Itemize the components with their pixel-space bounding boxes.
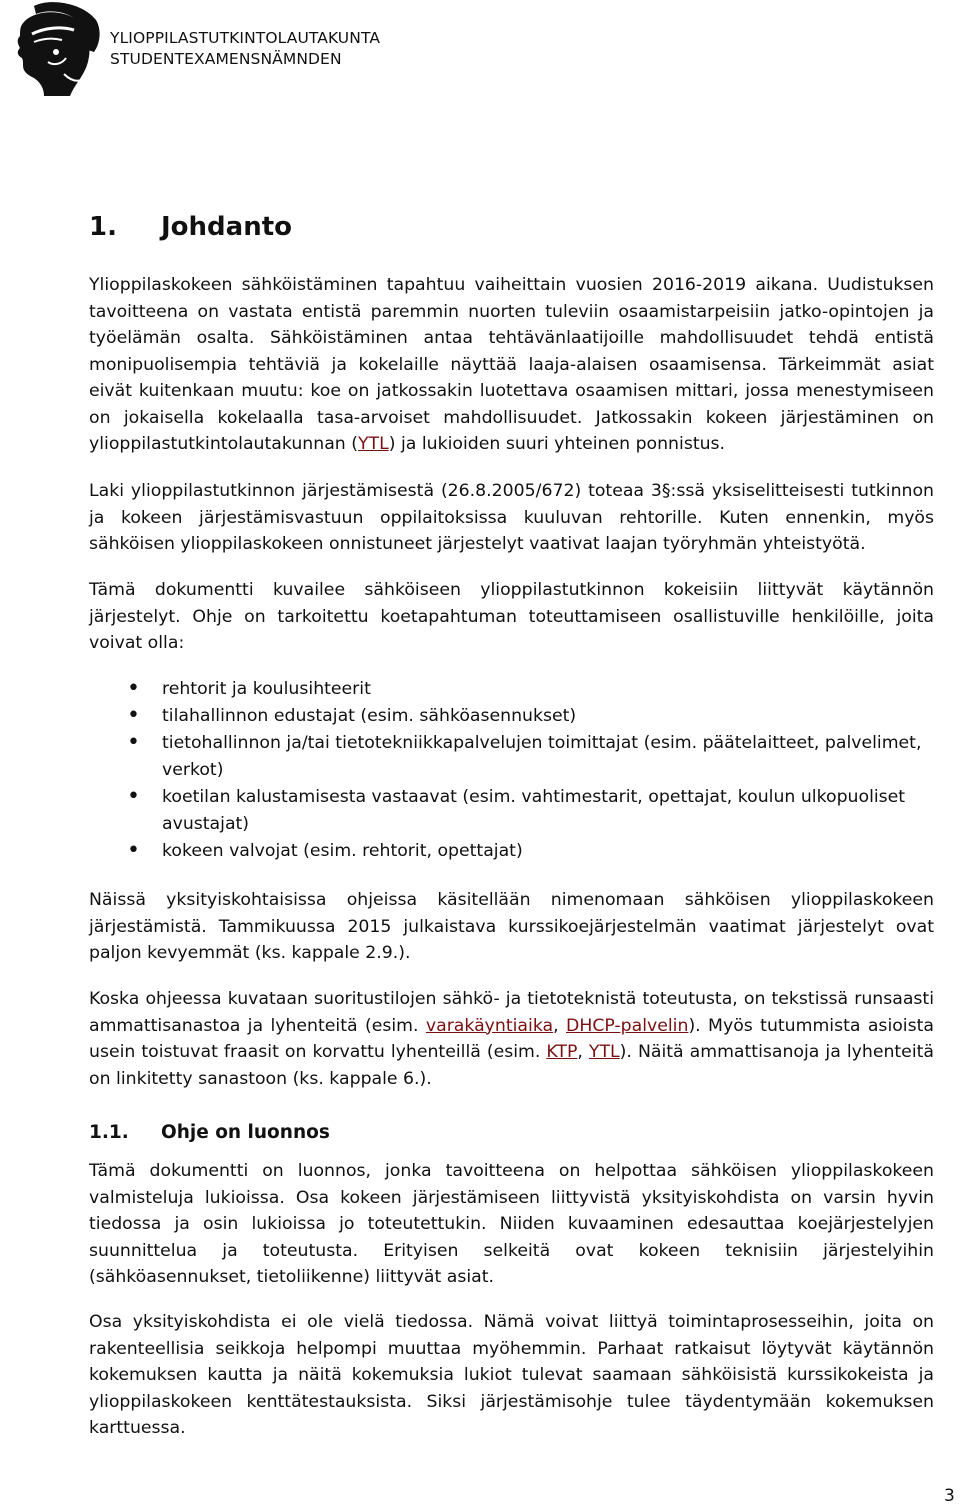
ytl-glossary-link[interactable]: YTL bbox=[588, 1042, 620, 1062]
terminology-paragraph: Koska ohjeessa kuvataan suoritustilojen sähkö- ja tietoteknistä toteutusta, on tekstissä runsaasti ammattisanastoa ja lyhenteitä (esim. varakäyntiaika, DHCP-palvelin). Myös tutummista asioista usein toistuvat fraasit on korvattu lyhenteillä (esim. KTP, YTL). Näitä ammattisanoja ja lyhenteitä on linkitetty sanastoon (ks. kappale 6.). bbox=[89, 989, 934, 1089]
dhcp-palvelin-glossary-link[interactable]: DHCP-palvelin bbox=[566, 1015, 689, 1036]
audience-list bbox=[89, 676, 934, 865]
scope-paragraph: Näissä yksityiskohtaisissa ohjeissa käsitellään nimenomaan sähköisen ylioppilaskokeen järjestämistä. Tammikuussa 2015 julkaistava kurssikoejärjestelmän vaatimat järjestelyt ovat paljon kevyemmät (ks. kappale 2.9.). bbox=[89, 890, 934, 963]
ktp-glossary-link[interactable]: KTP bbox=[546, 1042, 578, 1062]
section-heading-1 bbox=[89, 210, 292, 244]
draft-paragraph-2: Osa yksityiskohdista ei ole vielä tiedossa. Nämä voivat liittyä toimintaprosesseihin, joita on rakenteellisia seikkoja helpompi muuttaa myöhemmin. Parhaat ratkaisut löytyvät käytännön kokemuksen kautta ja näitä kokemuksia lukiot tulevat saamaan sähköisistä kurssikokeista ja ylioppilaskokeen kenttätestauksista. Siksi järjestämisohje tulee täydentymään kokemuksen karttuessa. bbox=[89, 1312, 934, 1438]
ytl-glossary-link[interactable]: YTL bbox=[357, 434, 389, 454]
section-title: Johdanto bbox=[161, 212, 293, 242]
law-paragraph: Laki ylioppilastutkinnon järjestämisestä (26.8.2005/672) toteaa 3§:ssä yksiselitteisesti tutkinnon ja kokeen järjestämisvastuun oppilaitoksissa kuuluvan rehtorille. Kuten ennenkin, myös sähköisen ylioppilaskokeen onnistuneet järjestelyt vaativat laajan työryhmän yhteistyötä. bbox=[89, 481, 934, 554]
section-number: 1. bbox=[89, 212, 117, 242]
list-item: • koetilan kalustamisesta vastaavat (esim. vahtimestarit, opettajat, koulun ulkopuoliset avustajat) bbox=[89, 784, 934, 838]
org-name-swedish: STUDENTEXAMENSNÄMNDEN bbox=[110, 50, 342, 68]
list-item: • rehtorit ja koulusihteerit bbox=[89, 676, 934, 703]
org-name-finnish: YLIOPPILASTUTKINTOLAUTAKUNTA bbox=[110, 29, 381, 47]
list-item: • tilahallinnon edustajat (esim. sähköasennukset) bbox=[89, 703, 934, 730]
page-number: 3 bbox=[944, 1486, 955, 1506]
intro-paragraph: Ylioppilaskokeen sähköistäminen tapahtuu vaiheittain vuosien 2016-2019 aikana. Uudistuksen tavoitteena on vastata entistä paremmin nuorten tuleviin osaamistarpeisiin jatko-opintojen ja työelämän osalta. Sähköistäminen antaa tehtävänlaatijoille mahdollisuudet tehdä entistä monipuolisempia tehtäviä ja kokelaille näyttää laaja-alaisen osaamisensa. Tärkeimmät asiat eivät kuitenkaan muutu: koe on jatkossakin luotettava osaamisen mittari, jossa menestymiseen on jokaisella kokelaalla tasa-arvoiset mahdollisuudet. Jatkossakin kokeen järjestäminen on ylioppilastutkintolautakunnan (YTL) ja lukioiden suuri yhteinen ponnistus. bbox=[89, 275, 934, 454]
draft-paragraph-1: Tämä dokumentti on luonnos, jonka tavoitteena on helpottaa sähköisen ylioppilaskokeen valmisteluja lukioissa. Osa kokeen järjestämiseen liittyvistä yksityiskohdista on varsin hyvin tiedossa ja osin lukioissa jo toteutettukin. Niiden kuvaaminen edesauttaa koejärjestelyjen suunnittelua ja toteutusta. Erityisen selkeitä ovat kokeen teknisiin järjestelyihin (sähköasennukset, tietoliikenne) liittyvät asiat. bbox=[89, 1161, 934, 1287]
section-number: 1.1. bbox=[89, 1122, 129, 1143]
varakayntiaika-glossary-link[interactable]: varakäyntiaika bbox=[425, 1015, 554, 1036]
audience-paragraph: Tämä dokumentti kuvailee sähköiseen ylioppilastutkinnon kokeisiin liittyvät käytännön järjestelyt. Ohje on tarkoitettu koetapahtuman toteuttamiseen osallistuville henkilöille, joita voivat olla: bbox=[89, 580, 934, 653]
helmeted-head-logo-icon bbox=[4, 0, 104, 98]
list-item: • kokeen valvojat (esim. rehtorit, opettajat) bbox=[89, 838, 934, 865]
organization-name bbox=[110, 28, 380, 70]
list-item: • tietohallinnon ja/tai tietotekniikkapalvelujen toimittajat (esim. päätelaitteet, palvelimet, verkot) bbox=[89, 730, 934, 784]
section-title: Ohje on luonnos bbox=[161, 1122, 330, 1143]
section-heading-1-1 bbox=[89, 1120, 330, 1146]
